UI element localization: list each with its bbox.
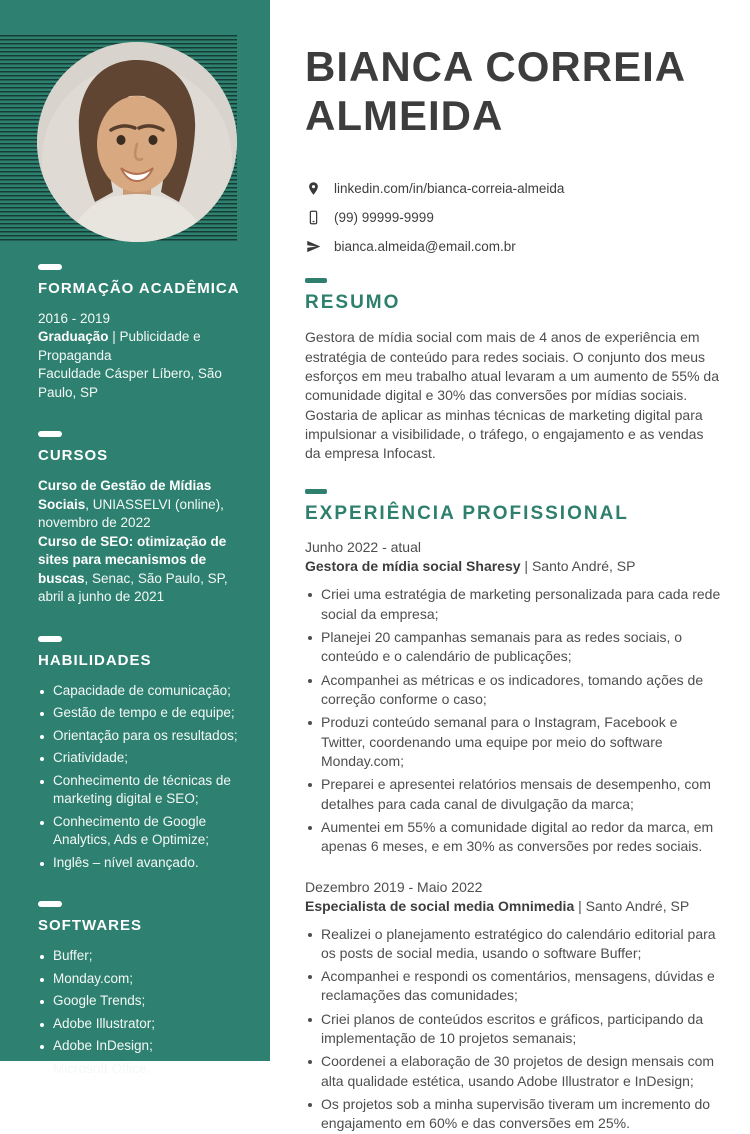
- software-item: Monday.com;: [38, 970, 250, 988]
- sidebar-section-softwares: [38, 901, 250, 1078]
- section-resumo: [305, 278, 722, 463]
- sidebar-section-title: HABILIDADES: [38, 651, 152, 669]
- job-bullet: Criei planos de conteúdos escritos e gráficos, participando da implementação de 10 projetos semanais;: [305, 1010, 722, 1049]
- phone-icon: [305, 209, 321, 225]
- skills-list: [38, 682, 250, 872]
- course-entry: [38, 533, 250, 607]
- job-bullet: Os projetos sob a minha supervisão tiveram um incremento do engajamento em 60% e das conversões em 25%.: [305, 1095, 722, 1134]
- skill-item: Criatividade;: [38, 749, 250, 767]
- section-dash: [38, 636, 62, 642]
- email-address: bianca.almeida@email.com.br: [334, 238, 516, 254]
- sidebar-section-title: FORMAÇÃO ACADÊMICA: [38, 280, 240, 297]
- resumo-paragraph: Gestora de mídia social com mais de 4 anos de experiência em estratégia de conteúdo para redes sociais. O conjunto dos meus esforços em meu trabalho atual levaram a um aumento de 55% da comunidade digital e 30% das conversões por mídias sociais. Gostaria de aplicar as minhas técnicas de marketing digital para impulsionar a visibilidade, o tráfego, o engajamento e as vendas da empresa Infocast.: [305, 329, 720, 462]
- job-bullet: Coordenei a elaboração de 30 projetos de design mensais com alta qualidade estética, usando Adobe Illustrator e InDesign;: [305, 1052, 722, 1091]
- job-bullet: Realizei o planejamento estratégico do calendário editorial para os posts de social media, usando o software Buffer;: [305, 925, 722, 964]
- education-degree: Graduação: [38, 329, 109, 345]
- job-bullet: Criei uma estratégia de marketing personalizada para cada rede social da empresa;: [305, 585, 722, 624]
- section-dash: [305, 278, 327, 283]
- section-dash: [38, 901, 62, 907]
- skill-item: Orientação para os resultados;: [38, 727, 250, 745]
- job-entry-omnimedia: [305, 879, 722, 1134]
- contact-linkedin[interactable]: [305, 180, 722, 196]
- course-name: Curso de SEO: otimização de sites para mecanismos de buscas: [38, 533, 227, 586]
- sidebar-section-formacao-academica: [38, 264, 250, 402]
- software-item: Adobe Illustrator;: [38, 1015, 250, 1033]
- section-experiencia-profissional: [305, 489, 722, 1133]
- sidebar-section-cursos: [38, 431, 250, 606]
- job-dates: Junho 2022 - atual: [305, 539, 421, 556]
- contact-email[interactable]: [305, 238, 722, 254]
- sidebar-section-title: SOFTWARES: [38, 917, 143, 935]
- course-detail: , UNIASSELVI (online), novembro de 2022: [38, 496, 224, 531]
- job-title: Gestora de mídia social Sharesy: [305, 558, 521, 575]
- skill-item: Conhecimento de técnicas de marketing digital e SEO;: [38, 772, 250, 809]
- skill-item: Conhecimento de Google Analytics, Ads e Optimize;: [38, 813, 250, 850]
- course-list: [38, 477, 250, 606]
- software-item: Buffer;: [38, 947, 250, 965]
- education-degree-detail: | Publicidade e Propaganda: [38, 329, 201, 363]
- course-detail: , Senac, São Paulo, SP, abril a junho de 2021: [38, 570, 228, 605]
- job-bullet: Acompanhei as métricas e os indicadores, tomando ações de correção conforme o caso;: [305, 671, 722, 710]
- person-name: BIANCA CORREIA ALMEIDA: [305, 43, 685, 140]
- contact-list: [305, 180, 722, 254]
- job-title: Especialista de social media Omnimedia: [305, 897, 575, 914]
- software-item: Google Trends;: [38, 992, 250, 1010]
- education-school: Faculdade Cásper Líbero, São Paulo, SP: [38, 366, 222, 400]
- sidebar: [0, 0, 270, 1076]
- main-section-title: EXPERIÊNCIA PROFISSIONAL: [305, 503, 629, 525]
- job-bullet: Planejei 20 campanhas semanais para as redes sociais, o conteúdo e o calendário de publicações;: [305, 628, 722, 667]
- section-dash: [38, 264, 62, 270]
- job-bullet-list: [305, 585, 722, 856]
- education-dates: 2016 - 2019: [38, 311, 111, 326]
- job-bullet: Produzi conteúdo semanal para o Instagram, Facebook e Twitter, coordenando uma equipe por meio do software Monday.com;: [305, 713, 722, 771]
- sidebar-content: [0, 0, 270, 1127]
- phone-number: (99) 99999-9999: [334, 209, 434, 225]
- job-entry-sharesy: [305, 539, 722, 856]
- job-role: [305, 898, 722, 914]
- job-location: | Santo André, SP: [574, 897, 690, 914]
- job-bullet: Preparei e apresentei relatórios mensais de desempenho, com detalhes para cada canal de divulgação da marca;: [305, 775, 722, 814]
- softwares-list: [38, 947, 250, 1078]
- main-section-title: RESUMO: [305, 292, 401, 314]
- skill-item: Inglês – nível avançado.: [38, 854, 250, 872]
- skill-item: Gestão de tempo e de equipe;: [38, 704, 250, 722]
- contact-phone: [305, 209, 722, 225]
- job-dates: Dezembro 2019 - Maio 2022: [305, 878, 483, 895]
- location-pin-icon: [305, 180, 321, 196]
- skill-item: Capacidade de comunicação;: [38, 682, 250, 700]
- sidebar-section-habilidades: [38, 636, 250, 872]
- section-dash: [305, 489, 327, 494]
- linkedin-url: linkedin.com/in/bianca-correia-almeida: [334, 180, 565, 196]
- job-bullet-list: [305, 925, 722, 1134]
- sidebar-section-title: CURSOS: [38, 447, 109, 465]
- course-entry: [38, 477, 250, 532]
- job-bullet: Acompanhei e respondi os comentários, mensagens, dúvidas e reclamações das comunidades;: [305, 967, 722, 1006]
- job-role: [305, 558, 722, 574]
- software-item: Adobe InDesign;: [38, 1037, 250, 1055]
- course-name: Curso de Gestão de Mídias Sociais: [38, 478, 212, 512]
- send-icon: [305, 238, 321, 254]
- software-item: Microsoft Office.: [38, 1060, 250, 1078]
- main-column: [270, 0, 750, 1132]
- section-dash: [38, 431, 62, 437]
- education-entry: [38, 310, 250, 402]
- job-location: | Santo André, SP: [520, 558, 636, 575]
- job-bullet: Aumentei em 55% a comunidade digital ao redor da marca, em apenas 6 meses, e em 30% as conversões por redes sociais.: [305, 818, 722, 857]
